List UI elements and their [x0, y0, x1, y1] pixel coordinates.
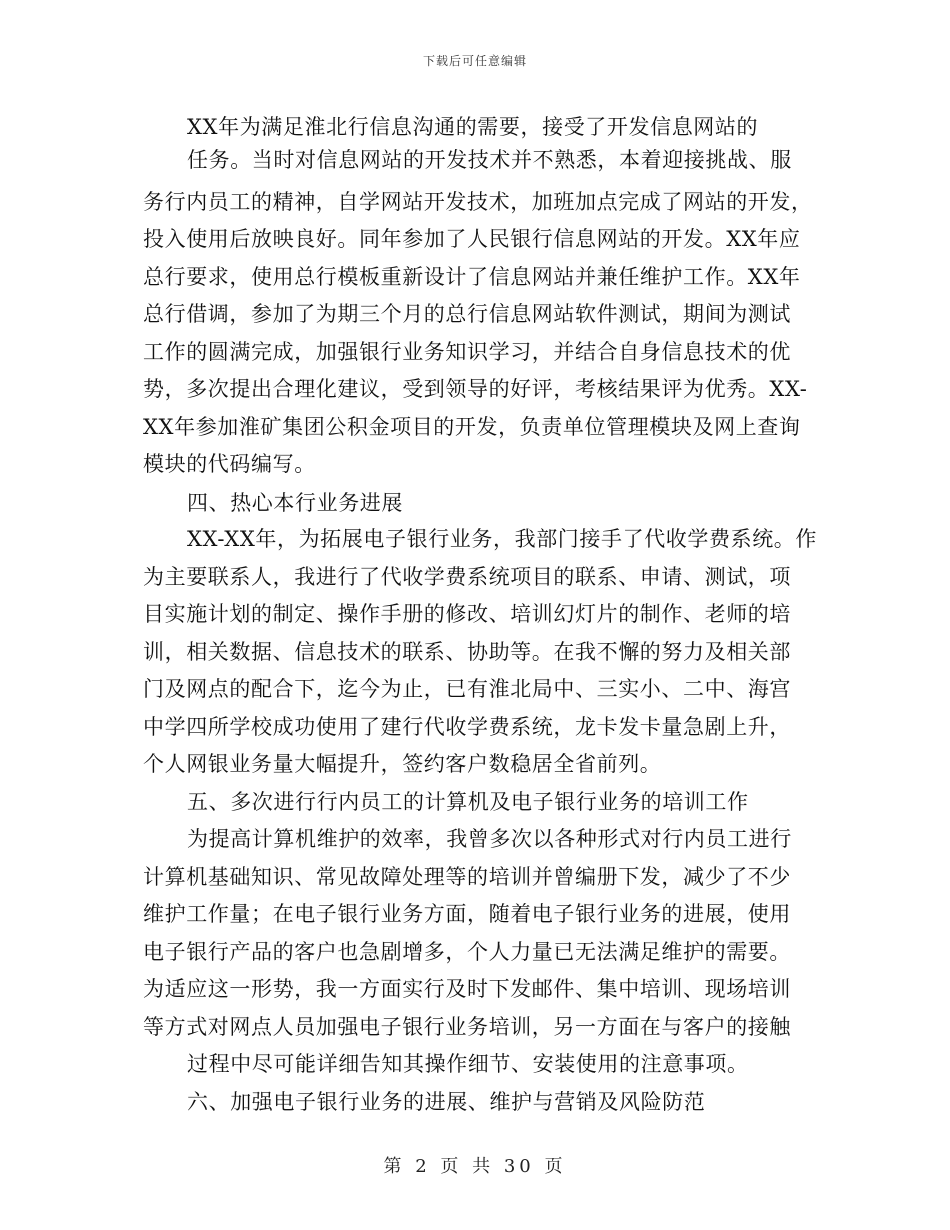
section-heading: 五、多次进行行内员工的计算机及电子银行业务的培训工作 — [187, 790, 749, 814]
text-line: 总行要求，使用总行模板重新设计了信息网站并兼任维护工作。XX年 — [143, 265, 801, 289]
text-line: XX年参加淮矿集团公积金项目的开发，负责单位管理模块及网上查询 — [143, 415, 801, 439]
text-line: 为适应这一形势，我一方面实行及时下发邮件、集中培训、现场培训 — [143, 977, 791, 1001]
text-line: 训，相关数据、信息技术的联系、协助等。在我不懈的努力及相关部 — [143, 640, 791, 664]
section-heading: 四、热心本行业务进展 — [187, 491, 403, 515]
text-line: 投入使用后放映良好。同年参加了人民银行信息网站的开发。XX年应 — [143, 227, 801, 251]
text-line: 中学四所学校成功使用了建行代收学费系统，龙卡发卡量急剧上升， — [143, 715, 791, 739]
text-line: 目实施计划的制定、操作手册的修改、培训幻灯片的制作、老师的培 — [143, 602, 791, 626]
text-line: 门及网点的配合下，迄今为止，已有淮北局中、三实小、二中、海宫 — [143, 677, 791, 701]
text-line: XX-XX年，为拓展电子银行业务，我部门接手了代收学费系统。作 — [187, 527, 817, 551]
text-line: 势，多次提出合理化建议，受到领导的好评，考核结果评为优秀。XX- — [143, 377, 808, 401]
text-line: 过程中尽可能详细告知其操作细节、安装使用的注意事项。 — [187, 1052, 749, 1076]
text-line: 电子银行产品的客户也急剧增多，个人力量已无法满足维护的需要。 — [143, 940, 791, 964]
text-line: 为提高计算机维护的效率，我曾多次以各种形式对行内员工进行 — [187, 827, 792, 851]
text-line: 维护工作量；在电子银行业务方面，随着电子银行业务的进展，使用 — [143, 902, 791, 926]
text-line: 总行借调，参加了为期三个月的总行信息网站软件测试，期间为测试 — [143, 302, 791, 326]
section-heading: 六、加强电子银行业务的进展、维护与营销及风险防范 — [187, 1090, 706, 1114]
text-line: 等方式对网点人员加强电子银行业务培训，另一方面在与客户的接触 — [143, 1015, 791, 1039]
text-line: 个人网银业务量大幅提升，签约客户数稳居全省前列。 — [143, 752, 662, 776]
text-line: 模块的代码编写。 — [143, 452, 316, 476]
text-line: XX年为满足淮北行信息沟通的需要，接受了开发信息网站的 — [187, 115, 759, 139]
page-header: 下载后可任意编辑 — [422, 54, 527, 68]
text-line: 计算机基础知识、常见故障处理等的培训并曾编册下发，减少了不少 — [143, 865, 791, 889]
page-number-footer: 第 2 页 共 30 页 — [383, 1156, 567, 1177]
text-line: 工作的圆满完成，加强银行业务知识学习，并结合自身信息技术的优 — [143, 340, 791, 364]
text-line: 为主要联系人，我进行了代收学费系统项目的联系、申请、测试，项 — [143, 565, 791, 589]
text-line: 务行内员工的精神，自学网站开发技术，加班加点完成了网站的开发， — [143, 190, 813, 214]
text-line: 任务。当时对信息网站的开发技术并不熟悉，本着迎接挑战、服 — [187, 148, 792, 172]
